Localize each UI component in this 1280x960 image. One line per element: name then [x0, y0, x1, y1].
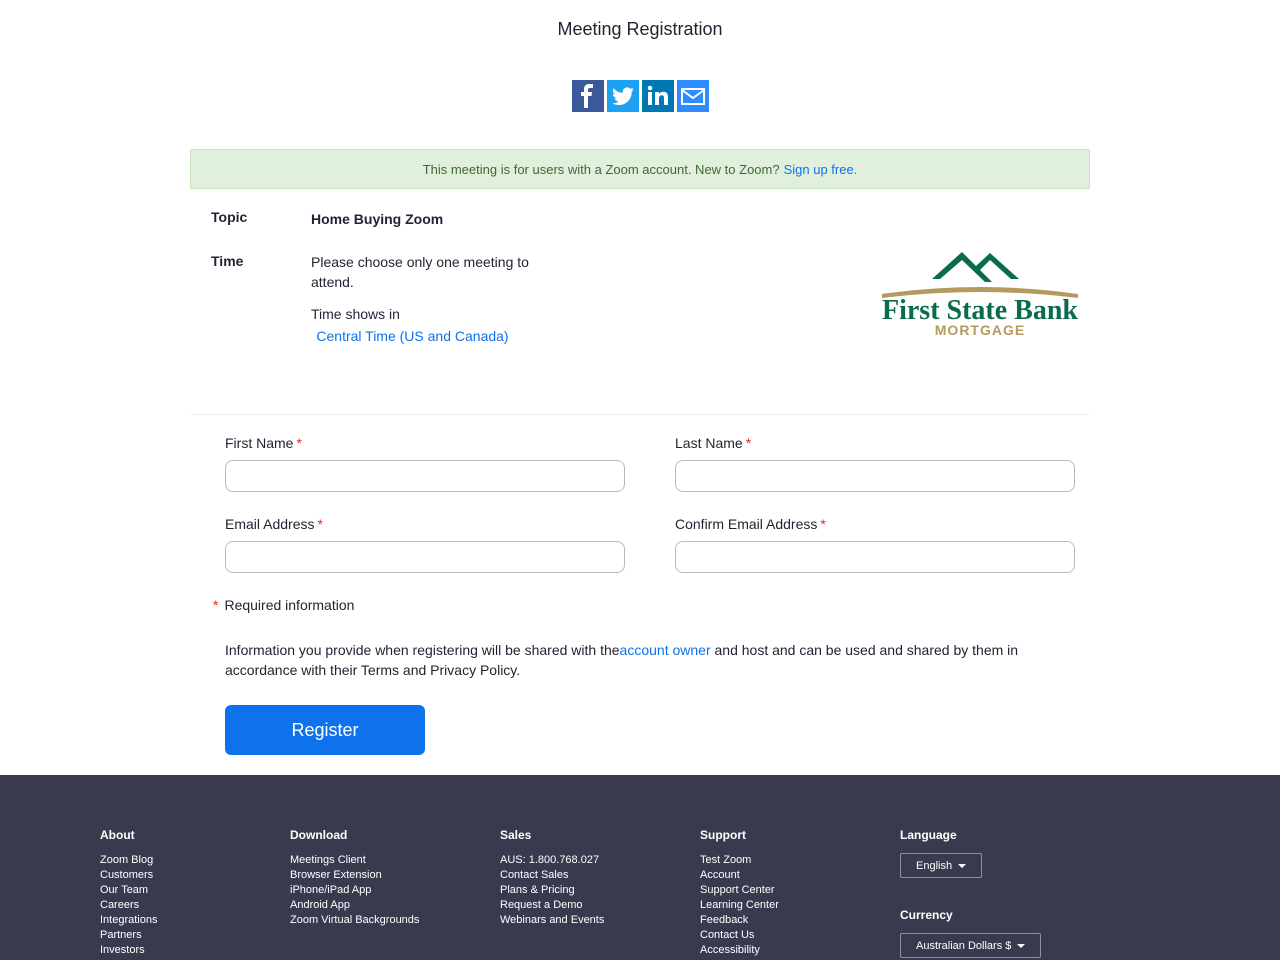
required-star: * — [745, 435, 752, 451]
time-note: Please choose only one meeting to attend. — [311, 254, 529, 290]
required-star: * — [296, 435, 302, 451]
last-name-label-text: Last Name — [675, 435, 743, 451]
footer-about — [100, 828, 157, 958]
first-state-bank-logo — [880, 246, 1080, 338]
footer-link-learning-center[interactable]: Learning Center — [700, 899, 779, 911]
required-star: * — [820, 516, 826, 532]
linkedin-icon[interactable] — [642, 80, 674, 112]
footer-link-integrations[interactable]: Integrations — [100, 914, 158, 926]
language-value: English — [916, 859, 953, 872]
footer-link-partners[interactable]: Partners — [100, 929, 142, 941]
section-divider — [190, 414, 1090, 415]
disclaimer-part2: and host and can be used and shared by them in accordance with their Terms and Privacy Policy. — [225, 642, 1019, 678]
page-title: Meeting Registration — [557, 19, 723, 39]
footer-link-account[interactable]: Account — [700, 869, 740, 881]
footer-link-browser-extension[interactable]: Browser Extension — [290, 869, 382, 881]
footer-link-webinars-events[interactable]: Webinars and Events — [500, 914, 605, 926]
email-label-text: Email Address — [225, 516, 315, 532]
share-bar — [572, 80, 709, 112]
time-label: Time — [211, 253, 244, 269]
notice-text: This meeting is for users with a Zoom account. New to Zoom? — [422, 161, 780, 177]
zoom-account-notice — [190, 149, 1090, 189]
footer-link-test-zoom[interactable]: Test Zoom — [700, 854, 752, 866]
currency-select[interactable] — [900, 933, 1041, 958]
confirm-email-label — [675, 516, 826, 532]
confirm-email-label-text: Confirm Email Address — [675, 516, 818, 532]
last-name-label — [675, 435, 751, 451]
footer-link-virtual-backgrounds[interactable]: Zoom Virtual Backgrounds — [290, 914, 420, 926]
twitter-icon[interactable] — [607, 80, 639, 112]
disclaimer-part1: Information you provide when registering will be shared with the — [225, 642, 620, 658]
footer-sales — [500, 828, 604, 928]
footer-link-android-app[interactable]: Android App — [290, 899, 350, 911]
language-select[interactable] — [900, 853, 982, 878]
facebook-icon[interactable] — [572, 80, 604, 112]
required-star: * — [317, 516, 323, 532]
site-footer — [0, 775, 1280, 960]
privacy-disclaimer — [225, 640, 1065, 680]
footer-support — [700, 828, 779, 958]
footer-link-accessibility[interactable]: Accessibility — [700, 944, 760, 956]
topic-label: Topic — [211, 209, 248, 225]
footer-link-meetings-client[interactable]: Meetings Client — [290, 854, 366, 866]
footer-heading-support: Support — [700, 828, 746, 842]
footer-link-request-demo[interactable]: Request a Demo — [500, 899, 583, 911]
footer-heading-about: About — [100, 828, 135, 842]
required-info-text: Required information — [224, 597, 355, 613]
first-name-label — [225, 435, 302, 451]
currency-value: Australian Dollars $ — [916, 939, 1012, 952]
footer-link-sales-phone[interactable]: AUS: 1.800.768.027 — [500, 854, 600, 866]
footer-link-our-team[interactable]: Our Team — [100, 884, 149, 896]
email-label — [225, 516, 323, 532]
topic-value: Home Buying Zoom — [311, 211, 444, 227]
last-name-input[interactable] — [675, 460, 1075, 492]
caret-down-icon — [958, 864, 966, 868]
account-owner-link[interactable]: account owner — [619, 642, 711, 658]
email-input[interactable] — [225, 541, 625, 573]
footer-link-contact-sales[interactable]: Contact Sales — [500, 869, 569, 881]
required-star: * — [213, 597, 219, 613]
footer-link-careers[interactable]: Careers — [100, 899, 140, 911]
first-name-input[interactable] — [225, 460, 625, 492]
footer-link-support-center[interactable]: Support Center — [700, 884, 775, 896]
footer-link-contact-us[interactable]: Contact Us — [700, 929, 755, 941]
footer-heading-language: Language — [900, 828, 957, 842]
roof-icon — [932, 252, 1019, 282]
footer-link-investors[interactable]: Investors — [100, 944, 145, 956]
caret-down-icon — [1017, 944, 1025, 948]
confirm-email-input[interactable] — [675, 541, 1075, 573]
footer-link-plans-pricing[interactable]: Plans & Pricing — [500, 884, 575, 896]
footer-link-customers[interactable]: Customers — [100, 869, 154, 881]
footer-heading-sales: Sales — [500, 828, 532, 842]
footer-download — [290, 828, 419, 928]
footer-link-feedback[interactable]: Feedback — [700, 914, 749, 926]
first-name-label-text: First Name — [225, 435, 294, 451]
footer-heading-download: Download — [290, 828, 348, 842]
footer-language — [900, 828, 1041, 958]
email-icon[interactable] — [677, 80, 709, 112]
footer-heading-currency: Currency — [900, 908, 953, 922]
register-button[interactable]: Register — [225, 705, 425, 755]
sign-up-link[interactable]: Sign up free. — [783, 161, 858, 177]
logo-line2: MORTGAGE — [934, 322, 1026, 338]
footer-link-zoom-blog[interactable]: Zoom Blog — [100, 854, 154, 866]
time-shows-in: Time shows in — [311, 306, 400, 322]
footer-link-iphone-app[interactable]: iPhone/iPad App — [290, 884, 372, 896]
logo-line1: First State Bank — [882, 295, 1078, 326]
timezone-link[interactable]: Central Time (US and Canada) — [316, 328, 509, 344]
required-info-note — [213, 597, 354, 613]
